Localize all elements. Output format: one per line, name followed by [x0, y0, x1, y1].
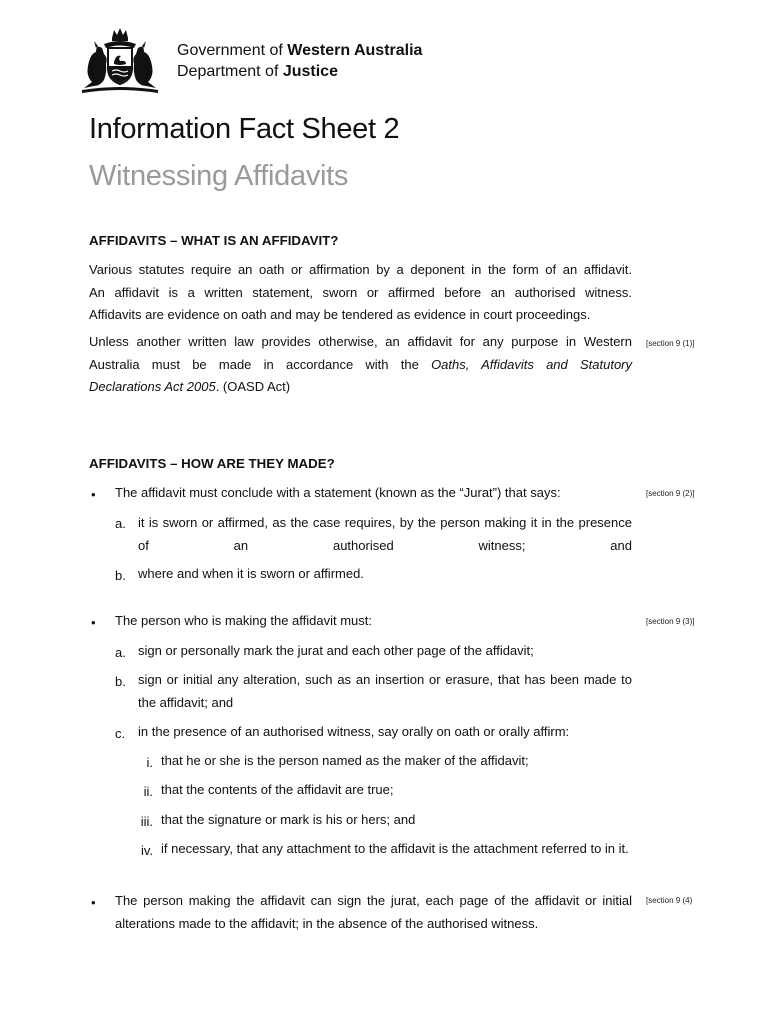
coat-of-arms-logo: [74, 26, 166, 96]
list-marker: i.: [146, 755, 153, 770]
section-heading-how-made: AFFIDAVITS – HOW ARE THEY MADE?: [89, 456, 335, 471]
list-marker: b.: [115, 568, 126, 583]
bullet-icon: •: [91, 615, 96, 630]
list-item: that he or she is the person named as the maker of the affidavit;: [161, 753, 529, 768]
section-reference: [section 9 (3)]: [646, 617, 695, 626]
list-marker: a.: [115, 645, 126, 660]
government-line: Government of Western Australia: [177, 42, 423, 59]
bullet-jurat: The affidavit must conclude with a statement (known as the “Jurat”) that says:: [115, 485, 561, 500]
document-subtitle: Witnessing Affidavits: [89, 160, 349, 192]
section-heading-what-is: AFFIDAVITS – WHAT IS AN AFFIDAVIT?: [89, 233, 339, 248]
list-item: that the contents of the affidavit are true;: [161, 782, 394, 797]
bullet-icon: •: [91, 895, 96, 910]
list-item: where and when it is sworn or affirmed.: [138, 566, 364, 581]
list-item: if necessary, that any attachment to the affidavit is the attachment referred to in it.: [161, 841, 629, 856]
list-marker: b.: [115, 674, 126, 689]
organisation-name: [177, 40, 422, 82]
section-reference: [section 9 (1)]: [646, 339, 695, 348]
list-marker: c.: [115, 726, 126, 741]
section-reference: [section 9 (2)]: [646, 489, 695, 498]
department-line: Department of Justice: [177, 63, 338, 80]
list-item: sign or personally mark the jurat and each other page of the affidavit;: [138, 643, 534, 658]
bullet-sign-jurat: The person making the affidavit can sign the jurat, each page of the affidavit or initial alterations made to the affidavit; in the absence of the authorised witness.: [115, 893, 632, 931]
list-item: sign or initial any alteration, such as an insertion or erasure, that has been made to the affidavit; and: [138, 672, 632, 710]
list-item: it is sworn or affirmed, as the case requires, by the person making it in the presence of an authorised witness; and: [138, 515, 632, 553]
list-item: that the signature or mark is his or hers; and: [161, 812, 416, 827]
paragraph-oasd-act: Unless another written law provides otherwise, an affidavit for any purpose in Western Australia must be made in accordance with the Oaths, Affidavits and Statutory Declarations Act 2005. (OASD Act): [89, 334, 633, 394]
bullet-icon: •: [91, 487, 96, 502]
paragraph-intro: Various statutes require an oath or affirmation by a deponent in the form of an affidavit. An affidavit is a written statement, sworn or affirmed before an authorised witness. Affidavits are evidence on oath and may be tendered as evidence in court proceedings.: [89, 262, 632, 322]
list-item: in the presence of an authorised witness, say orally on oath or orally affirm:: [138, 724, 570, 739]
bullet-person-must: The person who is making the affidavit must:: [115, 613, 372, 628]
list-marker: ii.: [143, 784, 153, 799]
list-marker: a.: [115, 516, 126, 531]
document-title: Information Fact Sheet 2: [89, 113, 400, 145]
list-marker: iii.: [140, 814, 153, 829]
section-reference: [section 9 (4): [646, 896, 693, 905]
list-marker: iv.: [140, 843, 153, 858]
